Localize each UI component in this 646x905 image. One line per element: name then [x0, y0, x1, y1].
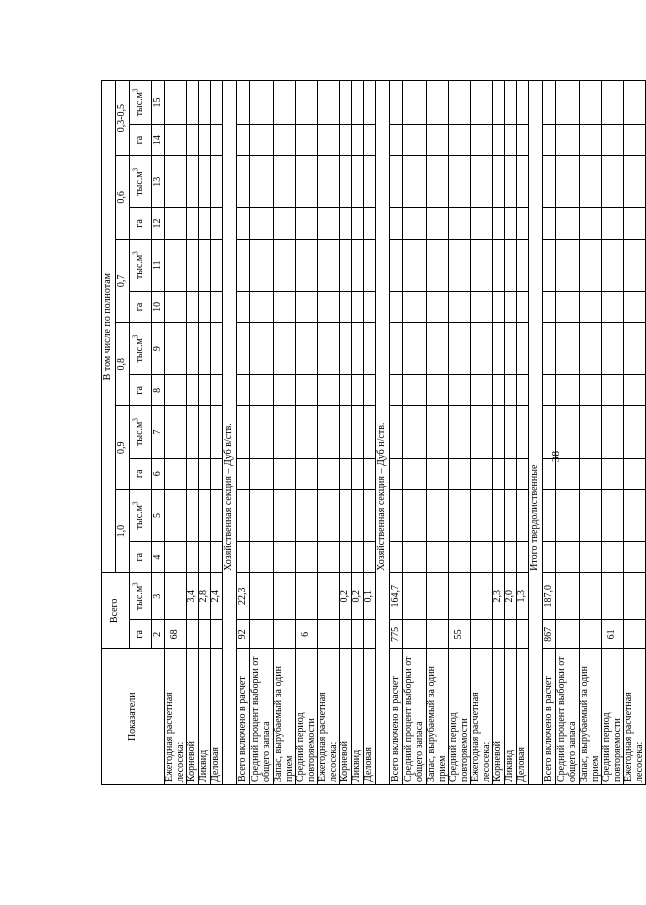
cell-m3: 0,2 [352, 573, 364, 620]
table-row [211, 81, 223, 785]
cell-m3: 22,3 [237, 573, 250, 620]
section-title-row [376, 81, 390, 785]
row-label: Корневой [340, 649, 352, 785]
unit-ha: га [130, 208, 152, 239]
row-label: Ликвид [199, 649, 211, 785]
col-number: 15 [152, 81, 165, 125]
row-label: Всего включено в расчет [237, 649, 250, 785]
cell-m3: 0,1 [364, 573, 376, 620]
cell-m3: 1,3 [517, 573, 529, 620]
section-title: Итого твердолиственные [529, 81, 543, 573]
density-0-3-0-5: 0,3-0,5 [116, 81, 130, 156]
table-row [296, 81, 318, 785]
row-label: Корневой [493, 649, 505, 785]
row-label: Ликвид [352, 649, 364, 785]
unit-m3: $тыс.м^3$ [130, 406, 152, 458]
table-row [493, 81, 505, 785]
including-header: В том числе по полнотам [102, 81, 116, 573]
table-row [352, 81, 364, 785]
page-number: 38 [550, 451, 562, 462]
col-number: 5 [152, 489, 165, 541]
cell-m3 [165, 573, 187, 620]
cell-m3: 164,7 [390, 573, 403, 620]
cell-m3: 0,2 [340, 573, 352, 620]
cell-ha: 68 [165, 620, 187, 649]
col-number: 4 [152, 542, 165, 573]
row-label: Всего включено в расчет [543, 649, 556, 785]
row-label: Запас, вырубаемый за один прием [427, 649, 449, 785]
unit-m3: $тыс.м^3$ [130, 156, 152, 208]
unit-ha: га [130, 620, 152, 649]
indicators-header: Показатели [102, 649, 165, 785]
col-number: 8 [152, 375, 165, 406]
unit-ha: га [130, 375, 152, 406]
table-row [624, 81, 646, 785]
forest-cut-table [101, 80, 646, 785]
row-label: Средний процент выборки от общего запаса [403, 649, 427, 785]
col-number: 14 [152, 124, 165, 155]
cell-m3: 2,3 [493, 573, 505, 620]
table-row [165, 81, 187, 785]
table-row [199, 81, 211, 785]
table-row [505, 81, 517, 785]
row-label: Ежегодная расчетная лесосека: [624, 649, 646, 785]
cell-ha: 775 [390, 620, 403, 649]
density-0-9: 0,9 [116, 406, 130, 489]
unit-ha: га [130, 458, 152, 489]
row-label: Средний процент выборки от общего запаса [556, 649, 580, 785]
total-header: Всего [102, 573, 130, 649]
row-label: Ликвид [505, 649, 517, 785]
density-1-0: 1,0 [116, 489, 130, 572]
row-label: Деловая [211, 649, 223, 785]
cell-ha: 61 [602, 620, 624, 649]
cell-ha: 55 [449, 620, 471, 649]
cell-m3: 187,0 [543, 573, 556, 620]
col-number: 11 [152, 239, 165, 291]
table-row [449, 81, 471, 785]
table-row [250, 81, 274, 785]
unit-m3: $тыс.м^3$ [130, 489, 152, 541]
col-number: 3 [152, 573, 165, 620]
col-number: 12 [152, 208, 165, 239]
row-label: Запас, вырубаемый за один прием [274, 649, 296, 785]
row-label: Корневой [187, 649, 199, 785]
cell-ha: 6 [296, 620, 318, 649]
table-row [390, 81, 403, 785]
cell-ha: 867 [543, 620, 556, 649]
section-title: Хозяйственная секция – Дуб в/ств. [223, 81, 237, 573]
col-number: 6 [152, 458, 165, 489]
col-number: 2 [152, 620, 165, 649]
table-row [517, 81, 529, 785]
cell-m3: 2,4 [211, 573, 223, 620]
section-title: Хозяйственная секция – Дуб н/ств. [376, 81, 390, 573]
row-label: Деловая [517, 649, 529, 785]
unit-ha: га [130, 291, 152, 322]
col-number: 10 [152, 291, 165, 322]
table-row [403, 81, 427, 785]
row-label: Средний период повторяемости [449, 649, 471, 785]
cell-m3: 3,4 [187, 573, 199, 620]
row-label: Ежегодная расчетная лесосека: [165, 649, 187, 785]
unit-ha: га [130, 124, 152, 155]
row-label: Средний процент выборки от общего запаса [250, 649, 274, 785]
table-row [427, 81, 449, 785]
cell-ha [187, 620, 199, 649]
density-0-7: 0,7 [116, 239, 130, 322]
cell-ha [199, 620, 211, 649]
section-title-row [529, 81, 543, 785]
col-number: 7 [152, 406, 165, 458]
cell-ha [211, 620, 223, 649]
table-row [340, 81, 352, 785]
row-label: Деловая [364, 649, 376, 785]
table-row [602, 81, 624, 785]
table-row [187, 81, 199, 785]
unit-m3: $тыс.м^3$ [130, 573, 152, 620]
row-label: Ежегодная расчетная лесосека: [471, 649, 493, 785]
cell-m3: 2,0 [505, 573, 517, 620]
unit-m3: $тыс.м^3$ [130, 323, 152, 375]
row-label: Всего включено в расчет [390, 649, 403, 785]
col-number: 13 [152, 156, 165, 208]
cell-ha: 92 [237, 620, 250, 649]
row-label: Ежегодная расчетная лесосека: [318, 649, 340, 785]
row-label: Средний период повторяемости [296, 649, 318, 785]
cell-m3: 2,8 [199, 573, 211, 620]
table-row [364, 81, 376, 785]
table-row [318, 81, 340, 785]
row-label: Запас, вырубаемый за один прием [580, 649, 602, 785]
col-number: 9 [152, 323, 165, 375]
table-row [471, 81, 493, 785]
density-0-8: 0,8 [116, 323, 130, 406]
table-row [580, 81, 602, 785]
unit-m3: $тыс.м^3$ [130, 239, 152, 291]
unit-ha: га [130, 542, 152, 573]
table-row [237, 81, 250, 785]
unit-m3: $тыс.м^3$ [130, 81, 152, 125]
density-0-6: 0,6 [116, 156, 130, 239]
section-title-row [223, 81, 237, 785]
table-row [274, 81, 296, 785]
row-label: Средний период повторяемости [602, 649, 624, 785]
